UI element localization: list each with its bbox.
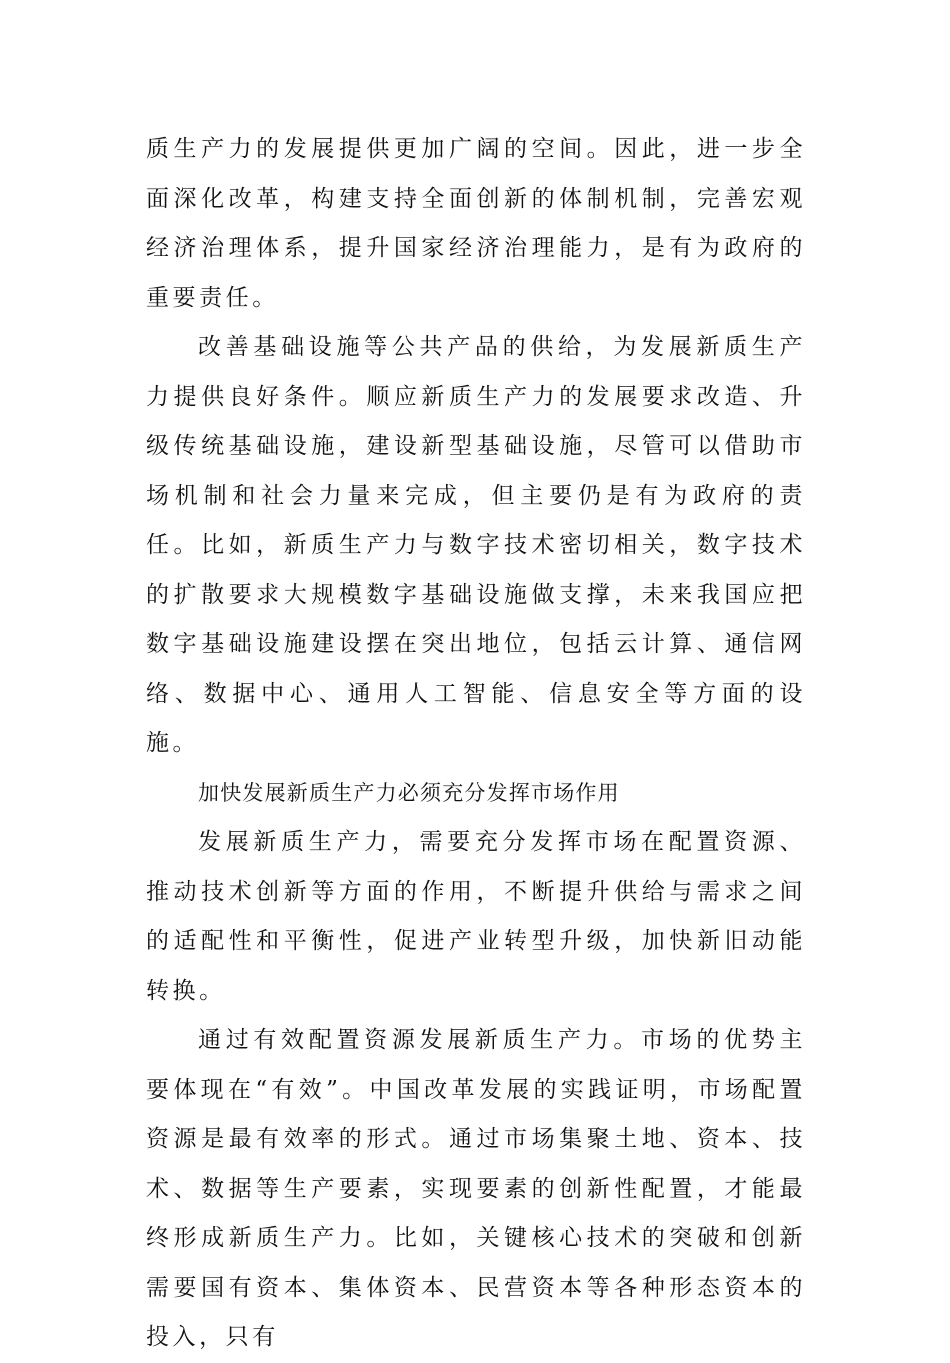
- paragraph-continuation: 质生产力的发展提供更加广阔的空间。因此，进一步全面深化改革，构建支持全面创新的体制机制，完善宏观经济治理体系，提升国家经济治理能力，是有为政府的重要责任。: [146, 136, 806, 311]
- paragraph-infrastructure: 改善基础设施等公共产品的供给，为发展新质生产力提供良好条件。顺应新质生产力的发展要求改造、升级传统基础设施，建设新型基础设施，尽管可以借助市场机制和社会力量来完成，但主要仍是有为政府的责任。比如，新质生产力与数字技术密切相关，数字技术的扩散要求大规模数字基础设施做支撑，未来我国应把数字基础设施建设摆在突出地位，包括云计算、通信网络、数据中心、通用人工智能、信息安全等方面的设施。: [146, 334, 806, 756]
- section-heading: 加快发展新质生产力必须充分发挥市场作用: [198, 780, 620, 805]
- paragraph-resource-allocation: 通过有效配置资源发展新质生产力。市场的优势主要体现在“有效”。中国改革发展的实践证明，市场配置资源是最有效率的形式。通过市场集聚土地、资本、技术、数据等生产要素，实现要素的创新性配置，才能最终形成新质生产力。比如，关键核心技术的突破和创新需要国有资本、集体资本、民营资本等各种形态资本的投入，只有: [146, 1027, 806, 1350]
- document-page: [146, 125, 806, 1363]
- paragraph-market-role: 发展新质生产力，需要充分发挥市场在配置资源、推动技术创新等方面的作用，不断提升供给与需求之间的适配性和平衡性，促进产业转型升级，加快新旧动能转换。: [146, 829, 806, 1004]
